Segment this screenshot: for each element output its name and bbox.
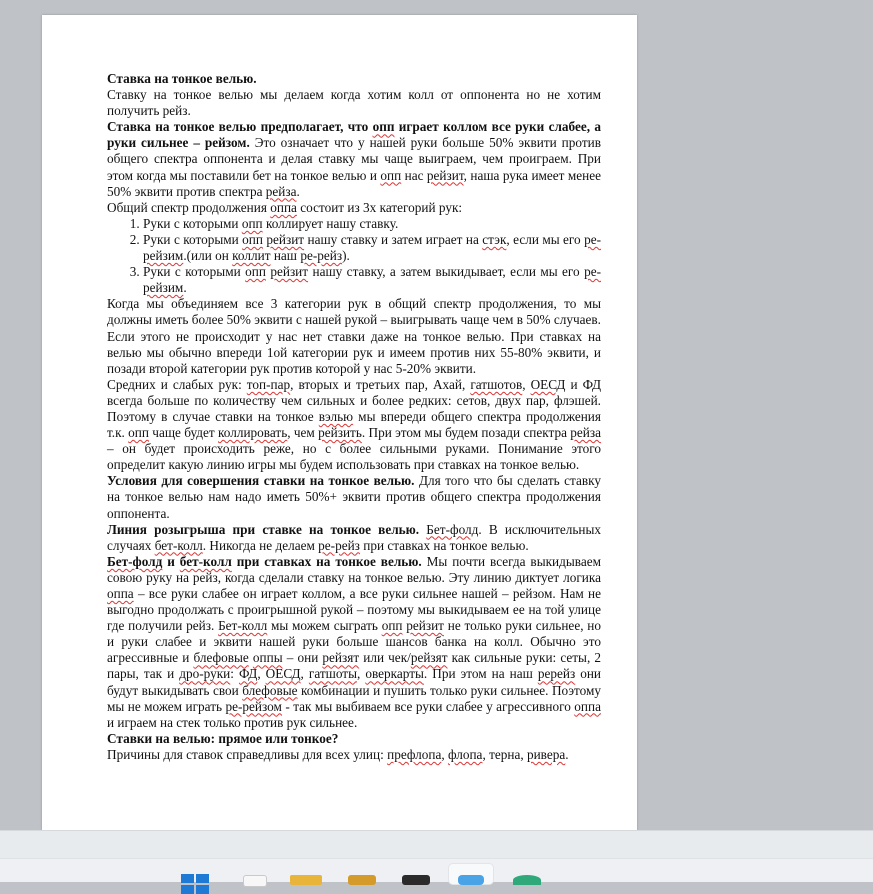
- heading-direct-or-thin: Ставки на велью: прямое или тонкое?: [107, 730, 339, 746]
- file-explorer-icon[interactable]: [290, 875, 322, 885]
- list-item: 2. Руки с которыми опп рейзит нашу ставку и затем играет на стэк, если мы его ре-рейзим.(или он коллит наш ре-рейз).: [143, 232, 601, 264]
- paragraph-4: Когда мы объединяем все 3 категории рук в общий спектр продолжения, то мы должны иметь более 50% эквити с нашей рукой – выигрывать чаще чем в 50% случаев. Если этого не происходит у нас нет ставки даже на тонкое велью. При ставках на велью мы обычно впереди 1ой категории рук и имеем против них 55-80% эквити, и позади второй категории рук против которой у нас 5-20% эквити.: [107, 296, 601, 376]
- taskbar: [0, 858, 873, 882]
- paragraph-3: Общий спектр продолжения оппа состоит из 3х категорий рук:: [107, 199, 463, 215]
- windows-start-icon[interactable]: [181, 874, 209, 884]
- store-icon[interactable]: [348, 875, 376, 885]
- edge-icon[interactable]: [513, 875, 541, 885]
- category-list: [107, 216, 601, 296]
- paragraph-2: Ставка на тонкое велью предполагает, что опп играет коллом все руки слабее, а руки сильнее – рейзом. Это означает что у нашей руки больше 50% эквити против общего спектра оппонента и делая ставку мы чаще выиграем, чем проиграем. При этом когда мы поставили бет на тонкое велью и опп нас рейзит, наша рука имеет менее 50% эквити против спектра рейза.: [107, 119, 602, 199]
- list-item: 3. Руки с которыми опп рейзит нашу ставку, а затем выкидывает, если мы его ре-рейзим.: [143, 264, 601, 296]
- paragraph-5: Средних и слабых рук: топ-пар, вторых и третьих пар, Ахай, гатшотов, ОЕСД и ФД всегда больше по количеству чем сильных и более редких: сетов, двух пар, флэшей. Поэтому в случае ставки на тонкое вэлью мы впереди общего спектра продолжения т.к. опп чаще будет коллировать, чем рейзить. При этом мы будем позади спектра рейза – он будет происходить реже, но с более сильными руками. Понимание этого определит какую линию игры мы будем использовать при ставках на тонкое велью.: [107, 376, 601, 473]
- status-bar: [0, 830, 873, 858]
- paragraph-1: Ставку на тонкое велью мы делаем когда хотим колл от оппонента но не хотим получить рейз.: [107, 87, 601, 119]
- paragraph-8: Бет-фолд и бет-колл при ставках на тонкое велью. Мы почти всегда выкидываем совою руку на рейз, когда сделали ставку на тонкое велью. Эту линию диктует логика оппа – все руки слабее он играет коллом, а все руки сильнее нашей – рейзом. Нам не выгодно продолжать с проигрышной рукой – поэтому мы выкидываем ее на той улице где получили рейз. Бет-колл мы можем сыграть опп рейзит не только руки сильнее, но и руки слабее и эквити нашей руки больше шансов банка на колл. Обычно это агрессивные и блефовые оппы – они рейзят или чек/рейзят как сильные руки: сеты, 2 пары, так и дро-руки: ФД, ОЕСД, гатшоты, оверкарты. При этом на наш ререйз они будут выкидывать свои блефовые комбинации и пушить только руки сильнее. Поэтому мы не можем играть ре-рейзом - так мы выбиваем все руки слабее у агрессивного оппа и играем на стек только против рук сильнее.: [107, 553, 602, 730]
- paragraph-6: Условия для совершения ставки на тонкое велью. Для того что бы сделать ставку на тонкое велью нам надо иметь 50%+ эквити против общего спектра продолжения оппонента.: [107, 473, 601, 521]
- paragraph-9: Причины для ставок справедливы для всех улиц: префлопа, флопа, терна, ривера.: [107, 746, 569, 762]
- search-icon[interactable]: [243, 875, 267, 887]
- document-body[interactable]: [107, 71, 601, 763]
- terminal-icon[interactable]: [402, 875, 430, 885]
- heading-thin-value: Ставка на тонкое велью.: [107, 71, 257, 86]
- app-icon[interactable]: [458, 875, 484, 885]
- document-page[interactable]: [42, 15, 637, 830]
- list-item: 1. Руки с которыми опп коллирует нашу ставку.: [143, 216, 601, 232]
- paragraph-7: Линия розыгрыша при ставке на тонкое велью. Бет-фолд. В исключительных случаях бет-колл. Никогда не делаем ре-рейз при ставках на тонкое велью.: [107, 521, 602, 553]
